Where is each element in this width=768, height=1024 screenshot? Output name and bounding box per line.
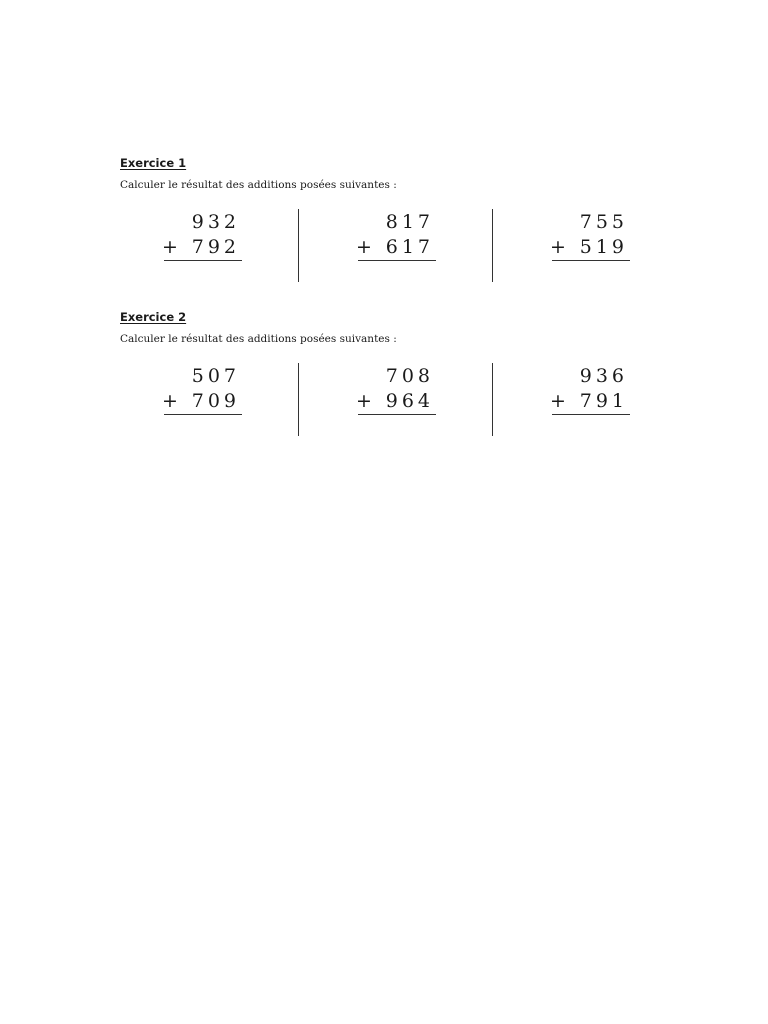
plus-sign: + <box>162 236 178 258</box>
addition-operation <box>550 209 630 269</box>
result-line <box>164 260 242 261</box>
second-operand: 792 <box>191 236 240 258</box>
plus-sign: + <box>356 236 372 258</box>
second-operand: 964 <box>385 390 434 412</box>
operations-row <box>120 363 640 443</box>
first-operand: 817 <box>385 211 434 233</box>
addition-operation <box>356 363 436 423</box>
result-line <box>552 414 630 415</box>
first-operand: 708 <box>385 365 434 387</box>
exercise-1 <box>120 156 640 289</box>
exercise-instruction: Calculer le résultat des additions posées suivantes : <box>120 333 397 345</box>
plus-sign: + <box>550 390 566 412</box>
addition-operation <box>162 209 242 269</box>
second-operand: 617 <box>385 236 434 258</box>
addition-operation <box>550 363 630 423</box>
plus-sign: + <box>162 390 178 412</box>
second-operand: 519 <box>579 236 628 258</box>
addition-operation <box>162 363 242 423</box>
exercise-2 <box>120 310 640 443</box>
column-divider <box>298 363 299 436</box>
first-operand: 936 <box>579 365 628 387</box>
result-line <box>164 414 242 415</box>
first-operand: 507 <box>191 365 240 387</box>
second-operand: 791 <box>579 390 628 412</box>
second-operand: 709 <box>191 390 240 412</box>
result-line <box>552 260 630 261</box>
first-operand: 755 <box>579 211 628 233</box>
column-divider <box>298 209 299 282</box>
column-divider <box>492 209 493 282</box>
exercise-title: Exercice 1 <box>120 156 187 170</box>
result-line <box>358 260 436 261</box>
plus-sign: + <box>356 390 372 412</box>
exercise-instruction: Calculer le résultat des additions posées suivantes : <box>120 179 397 191</box>
first-operand: 932 <box>191 211 240 233</box>
operations-row <box>120 209 640 289</box>
exercise-title: Exercice 2 <box>120 310 187 324</box>
addition-operation <box>356 209 436 269</box>
column-divider <box>492 363 493 436</box>
plus-sign: + <box>550 236 566 258</box>
result-line <box>358 414 436 415</box>
